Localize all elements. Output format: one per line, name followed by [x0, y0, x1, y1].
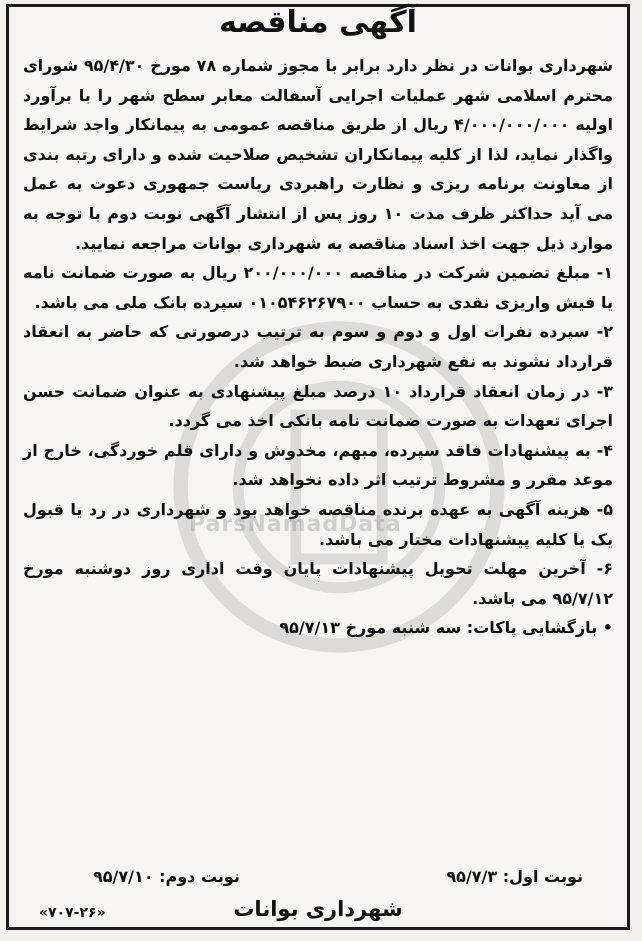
notice-footer	[23, 897, 613, 929]
notice-intro: شهرداری بوانات در نظر دارد برابر با مجوز شماره ۷۸ مورخ ۹۵/۴/۳۰ شورای محترم اسلامی شهر عملیات اجرایی آسفالت معابر سطح شهر را با برآورد اولیه ۴/۰۰۰/۰۰۰/۰۰۰ ریال از طریق مناقصه عمومی به پیمانکار واجد شرایط واگذار نماید، لذا از کلیه پیمانکاران تشخیص صلاحیت شده و دارای رتبه بندی از معاونت برنامه ریزی و نظارت راهبردی ریاست جمهوری دعوت به عمل می آید حداکثر ظرف مدت ۱۰ روز پس از انتشار آگهی نوبت دوم با توجه به موارد ذیل جهت اخذ اسناد مناقصه به شهرداری بوانات مراجعه نمایید.	[23, 56, 614, 253]
notice-item: ۵- هزینه آگهی به عهده برنده مناقصه خواهد بود و شهرداری در رد یا قبول یک یا کلیه پیشنهادات مختار می باشد.	[23, 499, 613, 549]
publication-dates	[23, 867, 613, 895]
notice-item: ۱- مبلغ تضمین شرکت در مناقصه ۲۰۰/۰۰۰/۰۰۰ ریال به صورت ضمانت نامه یا فیش واریزی نقدی به حساب ۰۱۰۵۴۶۲۶۷۹۰۰ سپرده بانک ملی می باشد.	[23, 263, 614, 312]
watermark-text: ParsNamadData	[189, 512, 402, 537]
first-publication-date: نوبت اول: ۹۵/۷/۳	[446, 867, 583, 886]
notice-frame	[6, 4, 630, 930]
notice-item: ۶- آخرین مهلت تحویل پیشنهادات پایان وقت اداری روز دوشنبه مورخ ۹۵/۷/۱۲ می باشد.	[23, 559, 613, 608]
notice-item: ۴- به پیشنهادات فاقد سپرده، مبهم، مخدوش و دارای قلم خوردگی، خارج از موعد مقرر و مشروط ترتیب اثر داده نخواهد شد.	[23, 440, 613, 490]
notice-opening-date: • بازگشایی پاکات: سه شنبه مورخ ۹۵/۷/۱۳	[279, 618, 613, 638]
signature: شهرداری بوانات	[233, 897, 403, 921]
notice-code: «۷۰۷-۲۶»	[39, 905, 106, 921]
second-publication-date: نوبت دوم: ۹۵/۷/۱۰	[93, 867, 240, 886]
notice-body	[23, 51, 613, 643]
notice-title: آگهی مناقصه	[219, 5, 417, 40]
notice-item: ۳- در زمان انعقاد قرارداد ۱۰ درصد مبلغ پیشنهادی به عنوان ضمانت حسن اجرای تعهدات به صورت ضمانت نامه بانکی اخذ می گردد.	[23, 381, 613, 431]
notice-item: ۲- سپرده نفرات اول و دوم و سوم به ترتیب درصورتی که حاضر به انعقاد قرارداد نشوند به نفع شهرداری ضبط خواهد شد.	[23, 322, 613, 371]
